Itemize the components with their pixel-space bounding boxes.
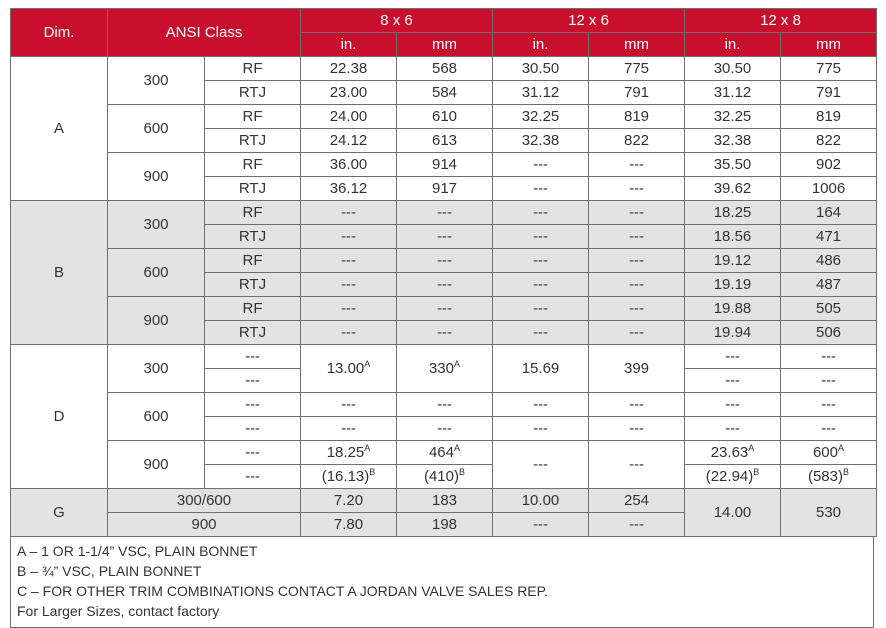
value-cell: --- [493, 321, 589, 345]
value-cell: 19.94 [685, 321, 781, 345]
type-cell: RF [205, 249, 301, 273]
value-cell: --- [589, 225, 685, 249]
value-cell: 505 [781, 297, 877, 321]
class-cell: 600 [108, 249, 205, 297]
value-cell: --- [397, 417, 493, 441]
value-cell: --- [301, 273, 397, 297]
class-cell: 900 [108, 441, 205, 489]
value-cell: --- [301, 201, 397, 225]
value-cell: --- [397, 297, 493, 321]
value-cell: 15.69 [493, 345, 589, 393]
type-cell: RF [205, 297, 301, 321]
header-unit: mm [397, 33, 493, 57]
header-unit: in. [301, 33, 397, 57]
value-cell: --- [493, 225, 589, 249]
value-cell: --- [589, 393, 685, 417]
value-cell: 36.00 [301, 153, 397, 177]
type-cell: RTJ [205, 129, 301, 153]
header-unit: in. [685, 33, 781, 57]
type-cell: --- [205, 465, 301, 489]
value-cell: $464^A$ [397, 441, 493, 465]
value-cell: --- [493, 249, 589, 273]
value-cell: --- [301, 297, 397, 321]
value-cell: 791 [781, 81, 877, 105]
value-cell: --- [397, 225, 493, 249]
value-cell: 32.38 [493, 129, 589, 153]
class-cell: 900 [108, 297, 205, 345]
value-cell: --- [589, 321, 685, 345]
value-cell: 35.50 [685, 153, 781, 177]
value-cell: --- [589, 177, 685, 201]
class-cell: 900 [108, 153, 205, 201]
footnote-b: B [369, 467, 376, 477]
footnote-a: A [454, 443, 461, 453]
value-cell: --- [781, 345, 877, 369]
value-cell: $(410)^B$ [397, 465, 493, 489]
table-row [11, 201, 877, 225]
class-cell: 300/600 [108, 489, 301, 513]
value-cell: 791 [589, 81, 685, 105]
table-row [11, 153, 877, 177]
value-cell: 471 [781, 225, 877, 249]
value-cell: 486 [781, 249, 877, 273]
value-cell: 1006 [781, 177, 877, 201]
value-cell: $(583)^B$ [781, 465, 877, 489]
value-cell: 506 [781, 321, 877, 345]
header-size-12x8: 12 x 8 [685, 9, 877, 33]
value-cell: 32.25 [493, 105, 589, 129]
value-cell: 819 [589, 105, 685, 129]
header-size-8x6: 8 x 6 [301, 9, 493, 33]
table-row [11, 105, 877, 129]
dimensions-table-container [10, 8, 876, 628]
type-cell: --- [205, 369, 301, 393]
value-cell: --- [493, 201, 589, 225]
value-cell: --- [685, 369, 781, 393]
value-cell: 10.00 [493, 489, 589, 513]
type-cell: RTJ [205, 177, 301, 201]
value-cell: 31.12 [685, 81, 781, 105]
value-cell: --- [685, 393, 781, 417]
value-cell: --- [301, 249, 397, 273]
value-cell: 902 [781, 153, 877, 177]
value-cell: --- [397, 273, 493, 297]
value-cell: 18.56 [685, 225, 781, 249]
footnote-a: A [454, 359, 461, 369]
value-cell: 584 [397, 81, 493, 105]
value-cell: 610 [397, 105, 493, 129]
value-cell: --- [589, 201, 685, 225]
value-cell: 530 [781, 489, 877, 537]
value-cell: --- [589, 249, 685, 273]
dim-label-a: A [11, 57, 108, 201]
value-cell: 32.38 [685, 129, 781, 153]
value-cell: --- [685, 417, 781, 441]
value-cell: --- [493, 441, 589, 489]
value-cell: 568 [397, 57, 493, 81]
type-cell: RTJ [205, 81, 301, 105]
value-cell: 822 [589, 129, 685, 153]
value-cell: 183 [397, 489, 493, 513]
type-cell: RF [205, 153, 301, 177]
value-cell: $(22.94)^B$ [685, 465, 781, 489]
class-cell: 600 [108, 105, 205, 153]
table-row [11, 393, 877, 417]
value-cell: --- [493, 513, 589, 537]
header-dim: Dim. [11, 9, 108, 57]
value-cell: 23.00 [301, 81, 397, 105]
value-cell: 18.25 [685, 201, 781, 225]
value-cell: 19.88 [685, 297, 781, 321]
type-cell: --- [205, 441, 301, 465]
value-cell: 819 [781, 105, 877, 129]
table-row [11, 57, 877, 81]
footnotes [10, 537, 874, 628]
value-cell: --- [781, 393, 877, 417]
value-cell: --- [397, 393, 493, 417]
type-cell: --- [205, 393, 301, 417]
table-row [11, 345, 877, 369]
value-cell: 613 [397, 129, 493, 153]
value-cell: --- [397, 249, 493, 273]
value-cell: $23.63^A$ [685, 441, 781, 465]
value-cell: 164 [781, 201, 877, 225]
value-cell: --- [589, 153, 685, 177]
header-unit: mm [781, 33, 877, 57]
dimensions-table [10, 8, 877, 537]
value-cell: 917 [397, 177, 493, 201]
value-cell: --- [493, 393, 589, 417]
header-unit: mm [589, 33, 685, 57]
footnote-line: C – FOR OTHER TRIM COMBINATIONS CONTACT A JORDAN VALVE SALES REP. [17, 583, 549, 599]
value-cell: --- [781, 417, 877, 441]
value-cell: 24.00 [301, 105, 397, 129]
type-cell: RF [205, 57, 301, 81]
footnote-line: For Larger Sizes, contact factory [17, 603, 220, 619]
value-cell: 19.19 [685, 273, 781, 297]
value-cell: 399 [589, 345, 685, 393]
value-cell: --- [301, 393, 397, 417]
value-cell: $330^A$ [397, 345, 493, 393]
class-cell: 600 [108, 393, 205, 441]
table-row [11, 489, 877, 513]
type-cell: --- [205, 345, 301, 369]
dim-label-g: G [11, 489, 108, 537]
type-cell: RTJ [205, 321, 301, 345]
value-cell: 7.20 [301, 489, 397, 513]
type-cell: --- [205, 417, 301, 441]
class-cell: 300 [108, 201, 205, 249]
value-cell: --- [781, 369, 877, 393]
value-cell: --- [493, 153, 589, 177]
value-cell: --- [397, 321, 493, 345]
value-cell: 775 [781, 57, 877, 81]
value-cell: 24.12 [301, 129, 397, 153]
type-cell: RTJ [205, 273, 301, 297]
class-cell: 300 [108, 57, 205, 105]
header-size-12x6: 12 x 6 [493, 9, 685, 33]
footnote-b: B [843, 467, 850, 477]
value-cell: $(16.13)^B$ [301, 465, 397, 489]
value-cell: 14.00 [685, 489, 781, 537]
value-cell: --- [589, 297, 685, 321]
footnote-line: A – 1 OR 1-1/4” VSC, PLAIN BONNET [17, 543, 258, 559]
value-cell: --- [493, 297, 589, 321]
value-cell: --- [301, 417, 397, 441]
table-row [11, 297, 877, 321]
dim-label-d: D [11, 345, 108, 489]
footnote-a: A [748, 443, 755, 453]
value-cell: 487 [781, 273, 877, 297]
table-row [11, 249, 877, 273]
footnote-a: A [838, 443, 845, 453]
value-cell: $13.00^A$ [301, 345, 397, 393]
type-cell: RF [205, 201, 301, 225]
footnote-a: A [364, 443, 371, 453]
type-cell: RF [205, 105, 301, 129]
value-cell: --- [397, 201, 493, 225]
value-cell: 22.38 [301, 57, 397, 81]
dim-label-b: B [11, 201, 108, 345]
table-row [11, 441, 877, 465]
footnote-b: B [459, 467, 466, 477]
value-cell: --- [493, 417, 589, 441]
value-cell: $600^A$ [781, 441, 877, 465]
value-cell: --- [589, 417, 685, 441]
class-cell: 900 [108, 513, 301, 537]
footnote-b: B [753, 467, 760, 477]
type-cell: RTJ [205, 225, 301, 249]
value-cell: 822 [781, 129, 877, 153]
value-cell: --- [493, 273, 589, 297]
value-cell: --- [493, 177, 589, 201]
value-cell: 39.62 [685, 177, 781, 201]
header-ansi-class: ANSI Class [108, 9, 301, 57]
footnote-a: A [364, 359, 371, 369]
value-cell: 775 [589, 57, 685, 81]
value-cell: 31.12 [493, 81, 589, 105]
value-cell: 32.25 [685, 105, 781, 129]
value-cell: --- [589, 441, 685, 489]
value-cell: 36.12 [301, 177, 397, 201]
value-cell: $18.25^A$ [301, 441, 397, 465]
value-cell: --- [685, 345, 781, 369]
value-cell: --- [301, 225, 397, 249]
value-cell: --- [589, 513, 685, 537]
class-cell: 300 [108, 345, 205, 393]
header-unit: in. [493, 33, 589, 57]
value-cell: 19.12 [685, 249, 781, 273]
value-cell: 30.50 [685, 57, 781, 81]
value-cell: 7.80 [301, 513, 397, 537]
value-cell: 914 [397, 153, 493, 177]
value-cell: 30.50 [493, 57, 589, 81]
value-cell: 254 [589, 489, 685, 513]
value-cell: 198 [397, 513, 493, 537]
value-cell: --- [301, 321, 397, 345]
footnote-line: B – ¾” VSC, PLAIN BONNET [17, 563, 202, 579]
value-cell: --- [589, 273, 685, 297]
